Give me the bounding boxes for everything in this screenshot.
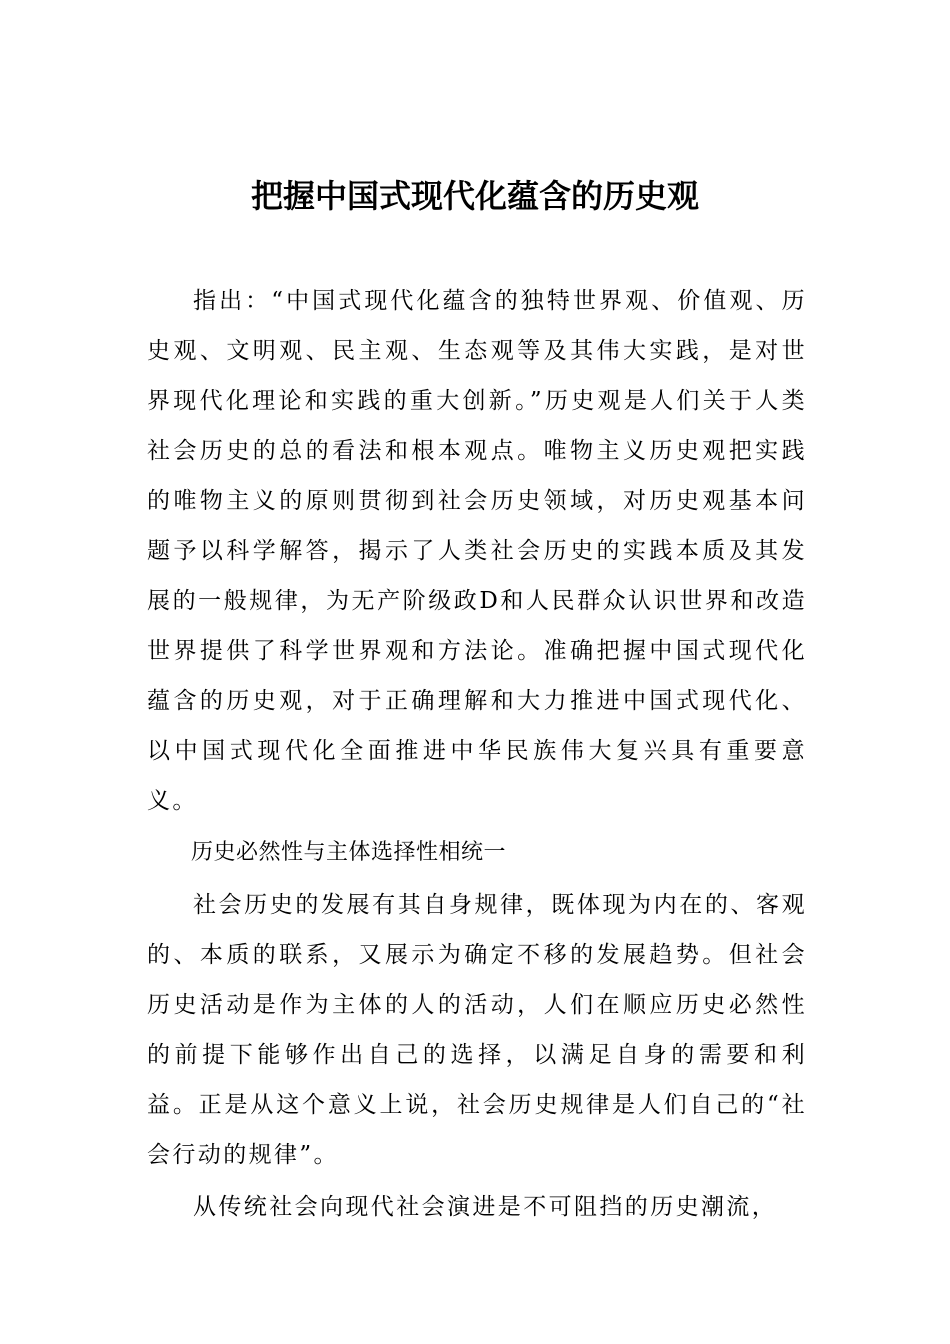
page-title: 把握中国式现代化蕴含的历史观	[250, 177, 699, 215]
section-heading: 历史必然性与主体选择性相统一	[191, 840, 507, 865]
paragraph-section-1: 社会历史的发展有其自身规律，既体现为内在的、客观的、本质的联系，又展示为确定不移的发展趋势。但社会历史活动是作为主体的人的活动，人们在顺应历史必然性的前提下能够作出自己的选择，以满足自身的需要和利益。正是从这个意义上说，社会历史规律是人们自己的“社会行动的规律”。	[147, 892, 807, 1168]
paragraph-intro: 指出：“中国式现代化蕴含的独特世界观、价值观、历史观、文明观、民主观、生态观等及其伟大实践，是对世界现代化理论和实践的重大创新。”历史观是人们关于人类社会历史的总的看法和根本观点。唯物主义历史观把实践的唯物主义的原则贯彻到社会历史领域，对历史观基本问题予以科学解答，揭示了人类社会历史的实践本质及其发展的一般规律，为无产阶级政D和人民群众认识世界和改造世界提供了科学世界观和方法论。准确把握中国式现代化蕴含的历史观，对于正确理解和大力推进中国式现代化、以中国式现代化全面推进中华民族伟大复兴具有重要意义。	[147, 288, 807, 814]
paragraph-section-2: 从传统社会向现代社会演进是不可阻挡的历史潮流，	[193, 1194, 778, 1220]
article-body	[147, 276, 807, 1232]
